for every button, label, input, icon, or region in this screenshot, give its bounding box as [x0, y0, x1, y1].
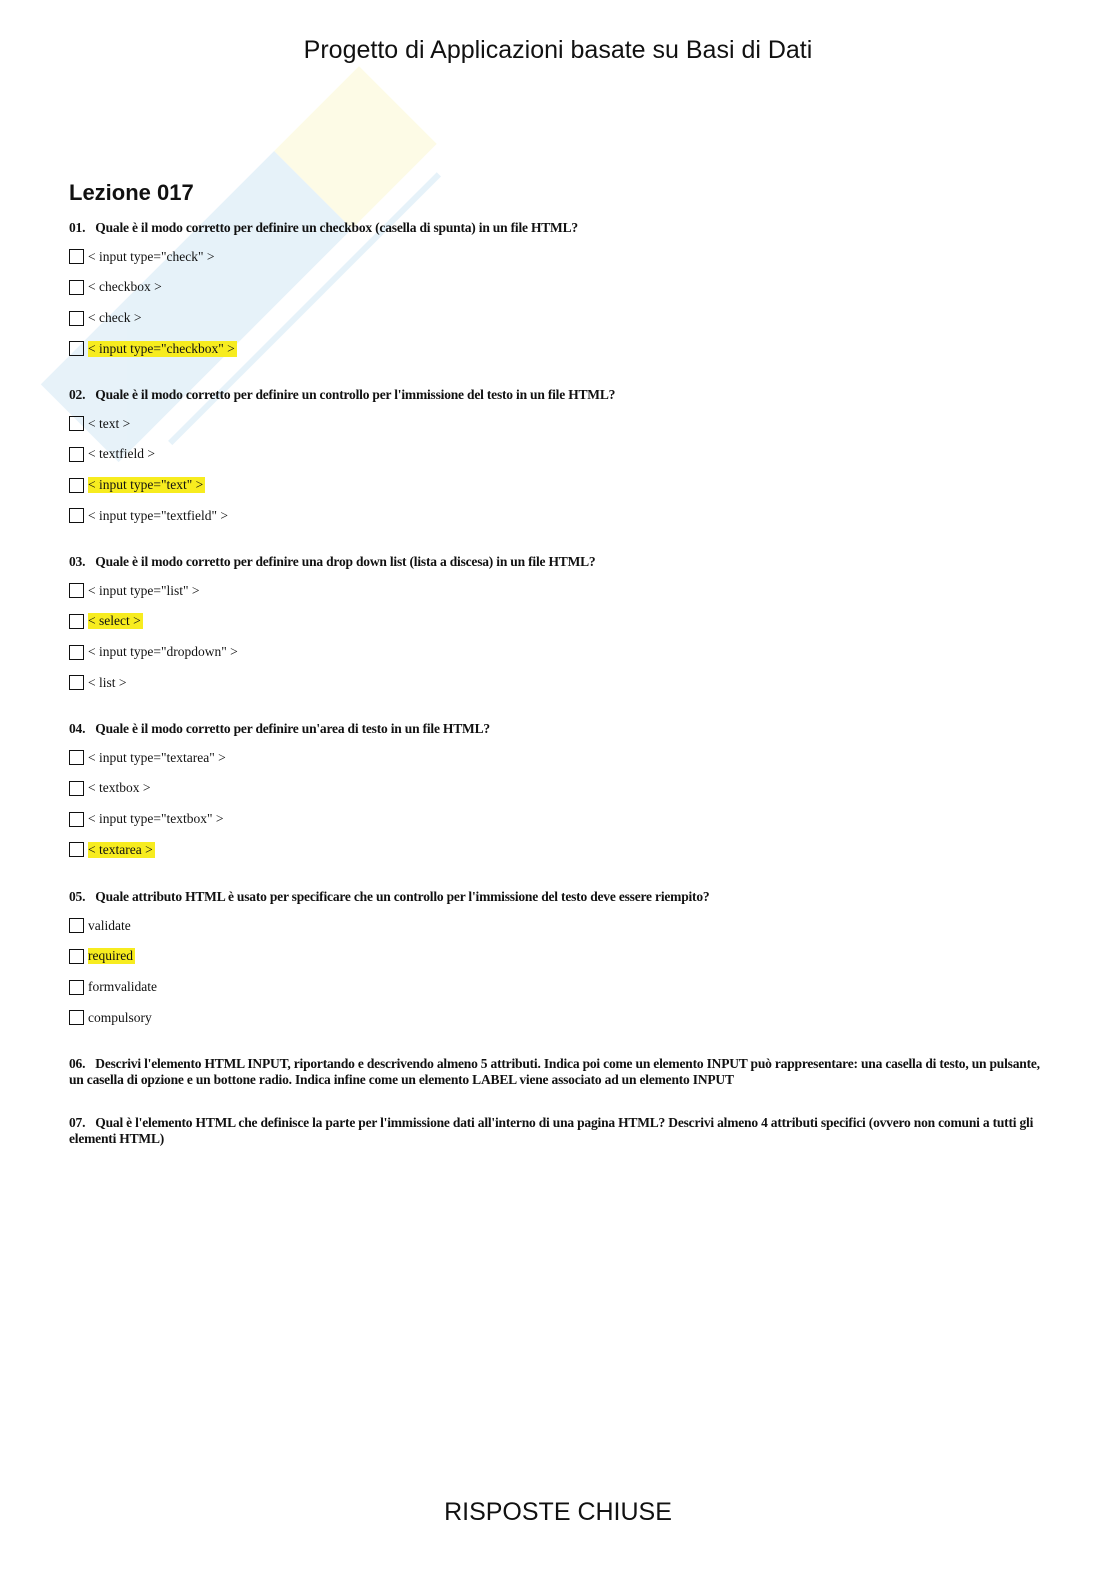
- question-number: 03.: [69, 554, 86, 569]
- checkbox[interactable]: [69, 249, 84, 264]
- question-5: [69, 889, 1044, 905]
- answer-label: < check >: [88, 310, 142, 326]
- answer-option[interactable]: [69, 340, 237, 357]
- checkbox[interactable]: [69, 341, 84, 356]
- answer-option[interactable]: [69, 1009, 152, 1026]
- answer-option[interactable]: [69, 811, 223, 828]
- checkbox[interactable]: [69, 447, 84, 462]
- answer-label: < input type="textarea" >: [88, 749, 226, 765]
- answer-label-correct: < select >: [88, 613, 141, 629]
- question-text: Qual è l'elemento HTML che definisce la parte per l'immissione dati all'interno di una pagina HTML? Descrivi almeno 4 attributi specifici (ovvero non comuni a tutti gli elementi HTML): [69, 1115, 1034, 1146]
- answer-option[interactable]: [69, 613, 143, 630]
- answer-label: < input type="textbox" >: [88, 811, 224, 827]
- question-number: 02.: [69, 387, 86, 402]
- answer-option[interactable]: [69, 979, 157, 996]
- answer-label-correct: < input type="text" >: [88, 477, 204, 493]
- answer-option[interactable]: [69, 780, 150, 797]
- answer-label: < textfield >: [88, 446, 155, 462]
- answer-option[interactable]: [69, 310, 141, 327]
- checkbox[interactable]: [69, 508, 84, 523]
- checkbox[interactable]: [69, 949, 84, 964]
- answer-option[interactable]: [69, 446, 155, 463]
- checkbox[interactable]: [69, 416, 84, 431]
- question-text: Quale è il modo corretto per definire un'area di testo in un file HTML?: [95, 721, 490, 736]
- answer-option[interactable]: [69, 507, 228, 524]
- question-number: 05.: [69, 889, 86, 904]
- checkbox[interactable]: [69, 675, 84, 690]
- answer-option[interactable]: [69, 582, 200, 599]
- answer-label: formvalidate: [88, 979, 157, 995]
- answer-option[interactable]: [69, 644, 238, 661]
- answer-option[interactable]: [69, 248, 214, 265]
- checkbox[interactable]: [69, 478, 84, 493]
- answer-label: < checkbox >: [88, 279, 162, 295]
- answer-option[interactable]: [69, 415, 130, 432]
- checkbox[interactable]: [69, 583, 84, 598]
- answer-label-correct: < input type="checkbox" >: [88, 340, 235, 356]
- checkbox[interactable]: [69, 645, 84, 660]
- checkbox[interactable]: [69, 311, 84, 326]
- answer-label: < list >: [88, 674, 127, 690]
- answer-label: < textbox >: [88, 780, 151, 796]
- answer-label: < input type="dropdown" >: [88, 644, 238, 660]
- question-2: [69, 387, 1044, 403]
- answer-option[interactable]: [69, 917, 131, 934]
- checkbox[interactable]: [69, 980, 84, 995]
- question-number: 04.: [69, 721, 86, 736]
- answer-option[interactable]: [69, 749, 226, 766]
- question-number: 06.: [69, 1056, 86, 1071]
- question-number: 07.: [69, 1115, 86, 1130]
- question-text: Quale è il modo corretto per definire un controllo per l'immissione del testo in un file HTML?: [95, 387, 616, 402]
- answer-label: < text >: [88, 415, 131, 431]
- checkbox[interactable]: [69, 842, 84, 857]
- question-7: [69, 1115, 1044, 1147]
- lesson-title: Lezione 017: [69, 180, 194, 205]
- page-header: Progetto di Applicazioni basate su Basi di Dati: [303, 36, 813, 64]
- answer-label-correct: required: [88, 948, 133, 964]
- answer-option[interactable]: [69, 841, 155, 858]
- answer-label-correct: < textarea >: [88, 841, 153, 857]
- question-text: Descrivi l'elemento HTML INPUT, riportando e descrivendo almeno 5 attributi. Indica poi come un elemento INPUT può rappresentare: una casella di testo, un pulsante, un casella di opzione e un bottone radio. Indica infine come un elemento LABEL viene associato ad un elemento INPUT: [69, 1056, 1040, 1087]
- question-number: 01.: [69, 220, 86, 235]
- question-1: [69, 220, 1044, 236]
- answer-label: compulsory: [88, 1009, 152, 1025]
- question-3: [69, 554, 1044, 570]
- checkbox[interactable]: [69, 750, 84, 765]
- checkbox[interactable]: [69, 1010, 84, 1025]
- question-text: Quale è il modo corretto per definire una drop down list (lista a discesa) in un file HTML?: [95, 554, 596, 569]
- question-6: [69, 1056, 1044, 1088]
- question-text: Quale è il modo corretto per definire un checkbox (casella di spunta) in un file HTML?: [95, 220, 578, 235]
- checkbox[interactable]: [69, 614, 84, 629]
- answer-label: < input type="check" >: [88, 248, 215, 264]
- checkbox[interactable]: [69, 918, 84, 933]
- answer-label: validate: [88, 917, 131, 933]
- checkbox[interactable]: [69, 781, 84, 796]
- question-4: [69, 721, 1044, 737]
- page-footer: RISPOSTE CHIUSE: [444, 1498, 672, 1526]
- checkbox[interactable]: [69, 280, 84, 295]
- checkbox[interactable]: [69, 812, 84, 827]
- answer-option[interactable]: [69, 279, 162, 296]
- answer-option[interactable]: [69, 674, 126, 691]
- answer-option[interactable]: [69, 948, 135, 965]
- answer-option[interactable]: [69, 477, 205, 494]
- answer-label: < input type="list" >: [88, 582, 200, 598]
- question-text: Quale attributo HTML è usato per specificare che un controllo per l'immissione del testo deve essere riempito?: [95, 889, 710, 904]
- answer-label: < input type="textfield" >: [88, 507, 228, 523]
